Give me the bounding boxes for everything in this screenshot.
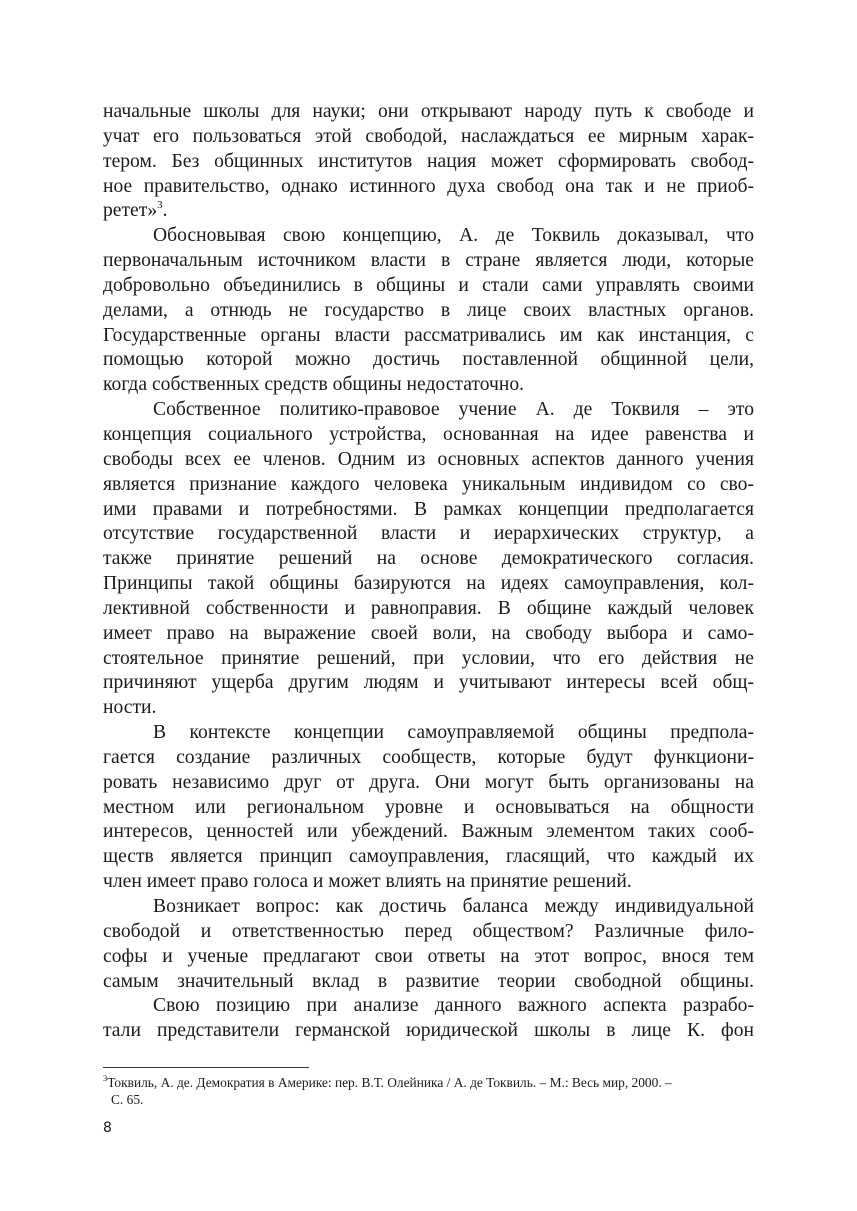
text-line-content: Собственное политико-правовое учение А. де Токвиля – это bbox=[153, 399, 754, 421]
text-line-content: тером. Без общинных институтов нация может сформировать свобод- bbox=[103, 150, 754, 172]
text-line-content: ное правительство, однако истинного духа свобод она так и не приоб- bbox=[103, 175, 754, 197]
footnote-separator bbox=[103, 1067, 309, 1068]
text-line-content: В контексте концепции самоуправляемой общины предпола- bbox=[153, 722, 754, 744]
footnote-line-2: С. 65. bbox=[111, 1092, 144, 1107]
text-line-content: стоятельное принятие решений, при условии, что его действия не bbox=[103, 647, 754, 669]
text-line bbox=[103, 597, 754, 622]
text-line bbox=[103, 895, 754, 920]
text-line bbox=[103, 175, 754, 200]
text-line-content: учат его пользоваться этой свободой, наслаждаться ее мирным харак- bbox=[103, 125, 754, 147]
text-line-content: Свою позицию при анализе данного важного аспекта разрабо- bbox=[153, 995, 754, 1017]
text-line-content: концепция социального устройства, основанная на идее равенства и bbox=[103, 423, 754, 445]
text-line bbox=[103, 199, 754, 224]
text-line-content: свободы всех ее членов. Одним из основных аспектов данного учения bbox=[103, 448, 754, 470]
text-line-content: член имеет право голоса и может влиять на принятие решений. bbox=[103, 871, 632, 893]
text-line-content: ществ является принцип самоуправления, гласящий, что каждый их bbox=[103, 846, 754, 868]
text-line bbox=[103, 373, 754, 398]
text-line-content: ности. bbox=[103, 697, 157, 719]
text-line bbox=[103, 945, 754, 970]
text-line bbox=[103, 398, 754, 423]
text-line-content: когда собственных средств общины недостаточно. bbox=[103, 374, 525, 396]
text-line-content: софы и ученые предлагают свои ответы на этот вопрос, внося тем bbox=[103, 945, 754, 967]
text-line bbox=[103, 498, 754, 523]
text-line-content: начальные школы для науки; они открывают народу путь к свободе и bbox=[103, 101, 754, 122]
text-line bbox=[103, 274, 754, 299]
text-line-content: делами, а отнюдь не государство в лице своих властных органов. bbox=[103, 299, 754, 321]
text-line bbox=[103, 299, 754, 324]
text-line bbox=[103, 647, 754, 672]
text-line bbox=[103, 696, 754, 721]
text-line bbox=[103, 820, 754, 845]
text-line-content: ретет» bbox=[103, 200, 158, 222]
text-line-content: добровольно объединились в общины и стали сами управлять своими bbox=[103, 274, 754, 296]
text-line-content: отсутствие государственной власти и иерархических структур, а bbox=[103, 523, 754, 545]
text-line bbox=[103, 970, 754, 995]
text-line bbox=[103, 249, 754, 274]
text-line-content: также принятие решений на основе демократического согласия. bbox=[103, 548, 754, 570]
footnote-line-1 bbox=[103, 1074, 743, 1091]
text-line bbox=[103, 920, 754, 945]
text-line bbox=[103, 473, 754, 498]
text-line-content: помощью которой можно достичь поставленной общинной цели, bbox=[103, 349, 754, 371]
text-line bbox=[103, 448, 754, 473]
footnote bbox=[103, 1074, 743, 1108]
text-line-content: свободой и ответственностью перед обществом? Различные фило- bbox=[103, 920, 754, 942]
text-line-content: имеет право на выражение своей воли, на свободу выбора и само- bbox=[103, 622, 754, 644]
text-line-content: гается создание различных сообществ, которые будут функциони- bbox=[103, 746, 754, 768]
text-line bbox=[103, 324, 754, 349]
text-line bbox=[103, 1019, 754, 1044]
footnote-text: Токвиль, А. де. Демократия в Америке: пер. В.Т. Олейника / А. де Токвиль. – М.: Весь мир, 2000. – bbox=[107, 1075, 672, 1090]
text-line bbox=[103, 622, 754, 647]
text-line bbox=[103, 224, 754, 249]
text-line bbox=[103, 771, 754, 796]
text-line bbox=[103, 348, 754, 373]
body-text bbox=[103, 100, 754, 1044]
text-line-content: Принципы такой общины базируются на идеях самоуправления, кол- bbox=[103, 573, 754, 595]
text-line bbox=[103, 150, 754, 175]
text-line-content: Государственные органы власти рассматривались им как инстанция, с bbox=[103, 324, 754, 346]
text-line bbox=[103, 870, 754, 895]
text-line-content: ровать независимо друг от друга. Они могут быть организованы на bbox=[103, 771, 754, 793]
text-line bbox=[103, 100, 754, 125]
text-line-content: тали представители германской юридической школы в лице К. фон bbox=[103, 1020, 754, 1042]
text-line-content: первоначальным источником власти в стране является люди, которые bbox=[103, 250, 754, 272]
text-line bbox=[103, 721, 754, 746]
text-line bbox=[103, 845, 754, 870]
text-line-content: лективной собственности и равноправия. В общине каждый человек bbox=[103, 597, 754, 619]
text-line bbox=[103, 522, 754, 547]
text-line bbox=[103, 423, 754, 448]
text-line-content: местном или региональном уровне и основываться на общности bbox=[103, 796, 754, 818]
text-line-content: самым значительный вклад в развитие теории свободной общины. bbox=[103, 970, 754, 992]
text-line-tail: . bbox=[162, 200, 168, 222]
footnote-marker: 3 bbox=[103, 1072, 108, 1083]
text-line-content: причиняют ущерба другим людям и учитывают интересы всей общ- bbox=[103, 672, 754, 694]
text-line-content: Обосновывая свою концепцию, А. де Токвиль доказывал, что bbox=[153, 225, 754, 247]
footnote-reference: 3 bbox=[157, 198, 163, 211]
text-line bbox=[103, 572, 754, 597]
text-line-content: Возникает вопрос: как достичь баланса между индивидуальной bbox=[153, 896, 754, 917]
text-line bbox=[103, 796, 754, 821]
page-number: 8 bbox=[103, 1120, 112, 1136]
text-line bbox=[103, 994, 754, 1019]
text-line bbox=[103, 547, 754, 572]
text-line-content: ими правами и потребностями. В рамках концепции предполагается bbox=[103, 498, 754, 520]
text-line-content: интересов, ценностей или убеждений. Важным элементом таких сооб- bbox=[103, 821, 754, 843]
text-line bbox=[103, 671, 754, 696]
text-line bbox=[103, 746, 754, 771]
text-line bbox=[103, 125, 754, 150]
text-line-content: является признание каждого человека уникальным индивидом со сво- bbox=[103, 473, 754, 495]
